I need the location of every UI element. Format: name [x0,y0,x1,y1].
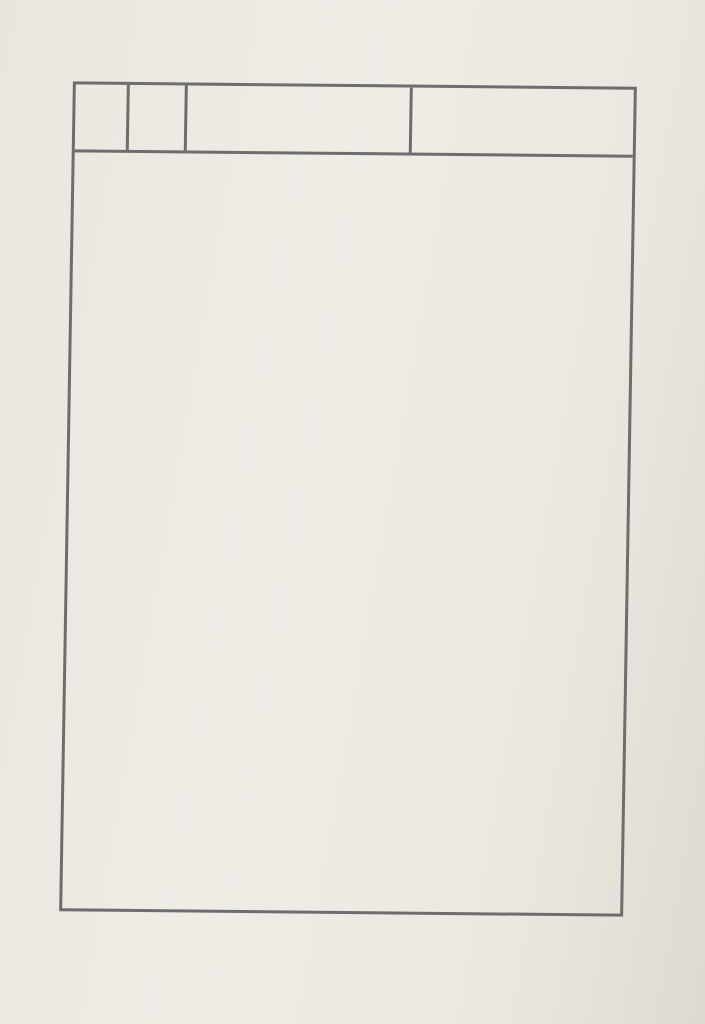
table-body [62,152,633,913]
table-header [75,84,634,157]
group-b-header [187,85,413,152]
pair-number-header [129,85,188,151]
schedule-table [59,81,637,916]
group-tz-header [411,88,634,155]
days-header [75,84,130,150]
